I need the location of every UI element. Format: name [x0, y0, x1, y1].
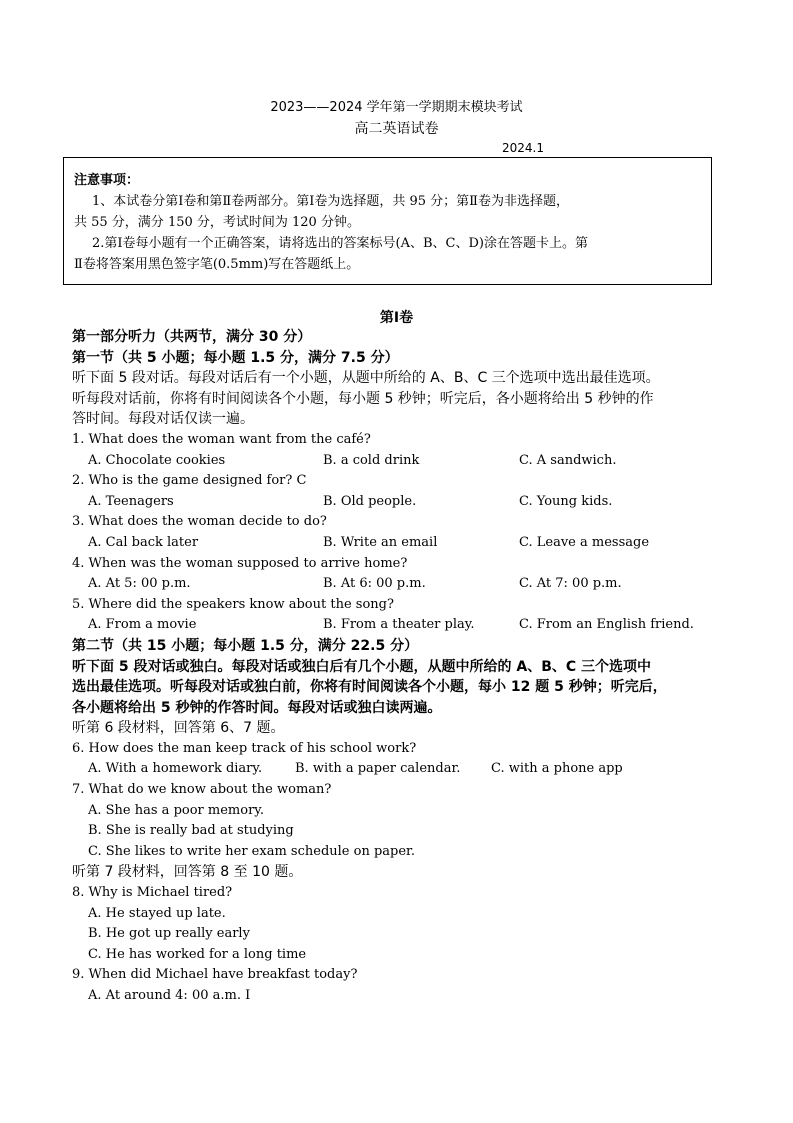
question-5-options	[72, 615, 772, 636]
exam-title: 2023——2024 学年第一学期期末模块考试	[270, 100, 523, 115]
option-b: B. Old people.	[323, 493, 417, 509]
question-5: 5. Where did the speakers know about the song?	[72, 596, 394, 612]
option-a: A. Chocolate cookies	[88, 452, 226, 468]
option-a: A. At 5: 00 p.m.	[88, 576, 191, 592]
question-2-options	[72, 492, 772, 513]
option-a: A. At around 4: 00 a.m. I	[88, 988, 251, 1003]
notice-item-2-line-2: Ⅱ卷将答案用黑色签字笔(0.5mm)写在答题纸上。	[74, 257, 360, 272]
option-c: C. From an English friend.	[519, 617, 694, 633]
question-9: 9. When did Michael have breakfast today?	[72, 967, 358, 983]
notice-item-1-line-1: 1、本试卷分第Ⅰ卷和第Ⅱ卷两部分。第Ⅰ卷为选择题，共 95 分；第Ⅱ卷为非选择题，	[92, 194, 570, 209]
question-1-options	[72, 451, 772, 472]
notice-item-2-line-1: 2.第Ⅰ卷每小题有一个正确答案，请将选出的答案标号(A、B、C、D)涂在答题卡上。第	[92, 236, 588, 251]
option-c: C. Leave a message	[519, 534, 650, 550]
option-c: C. He has worked for a long time	[88, 946, 307, 962]
section1-instruction-line-2: 听每段对话前，你将有时间阅读各个小题，每小题 5 秒钟；听完后，各小题将给出 5 秒钟的作	[72, 390, 654, 407]
option-a: A. Cal back later	[88, 534, 199, 550]
section2-instruction-line-1: 听下面 5 段对话或独白。每段对话或独白后有几个小题，从题中所给的 A、B、C 三个选项中	[72, 658, 652, 675]
option-c: C. with a phone app	[491, 761, 623, 777]
section1-instruction-line-1: 听下面 5 段对话。每段对话后有一个小题，从题中所给的 A、B、C 三个选项中选出最佳选项。	[72, 370, 660, 387]
option-b: B. She is really bad at studying	[88, 823, 294, 839]
material-6-intro: 听第 6 段材料，回答第 6、7 题。	[72, 720, 285, 737]
question-4: 4. When was the woman supposed to arrive home?	[72, 555, 408, 571]
option-c: C. A sandwich.	[519, 452, 617, 468]
option-a: A. From a movie	[88, 617, 197, 633]
question-1: 1. What does the woman want from the café?	[72, 431, 371, 447]
notice-heading: 注意事项：	[74, 173, 140, 188]
volume-title: 第Ⅰ卷	[379, 310, 414, 326]
option-b: B. a cold drink	[323, 452, 420, 468]
option-b: B. He got up really early	[88, 926, 250, 942]
option-b: B. From a theater play.	[323, 617, 475, 633]
notice-item-1-line-2: 共 55 分，满分 150 分，考试时间为 120 分钟。	[74, 215, 360, 230]
option-a: A. Teenagers	[88, 493, 174, 509]
section1-title: 第一节（共 5 小题；每小题 1.5 分，满分 7.5 分）	[72, 349, 399, 366]
option-b: B. At 6: 00 p.m.	[323, 576, 426, 592]
exam-content	[72, 327, 772, 1007]
section2-title: 第二节（共 15 小题；每小题 1.5 分，满分 22.5 分）	[72, 637, 419, 654]
exam-subtitle: 高二英语试卷	[354, 121, 439, 137]
section1-instruction-line-3: 答时间。每段对话仅读一遍。	[72, 411, 254, 428]
option-b: B. with a paper calendar.	[295, 761, 461, 777]
part1-title: 第一部分听力（共两节，满分 30 分）	[72, 329, 312, 345]
notice-box	[63, 157, 712, 285]
question-6-options	[72, 759, 772, 780]
question-6: 6. How does the man keep track of his school work?	[72, 740, 417, 756]
option-b: B. Write an email	[323, 534, 438, 550]
question-3: 3. What does the woman decide to do?	[72, 514, 327, 530]
exam-date: 2024.1	[502, 141, 544, 155]
section2-instruction-line-2: 选出最佳选项。听每段对话或独白前，你将有时间阅读各个小题，每小 12 题 5 秒钟；听完后，	[72, 679, 667, 696]
option-a: A. He stayed up late.	[88, 905, 226, 921]
question-3-options	[72, 533, 772, 554]
question-2: 2. Who is the game designed for? C	[72, 473, 307, 489]
material-7-intro: 听第 7 段材料，回答第 8 至 10 题。	[72, 864, 303, 881]
question-4-options	[72, 574, 772, 595]
option-a: A. She has a poor memory.	[88, 802, 265, 818]
section2-instruction-line-3: 各小题将给出 5 秒钟的作答时间。每段对话或独白读两遍。	[72, 699, 442, 716]
question-7: 7. What do we know about the woman?	[72, 782, 332, 798]
option-a: A. With a homework diary.	[88, 761, 263, 777]
option-c: C. At 7: 00 p.m.	[519, 576, 622, 592]
option-c: C. She likes to write her exam schedule on paper.	[88, 843, 415, 859]
question-8: 8. Why is Michael tired?	[72, 885, 233, 901]
option-c: C. Young kids.	[519, 493, 613, 509]
